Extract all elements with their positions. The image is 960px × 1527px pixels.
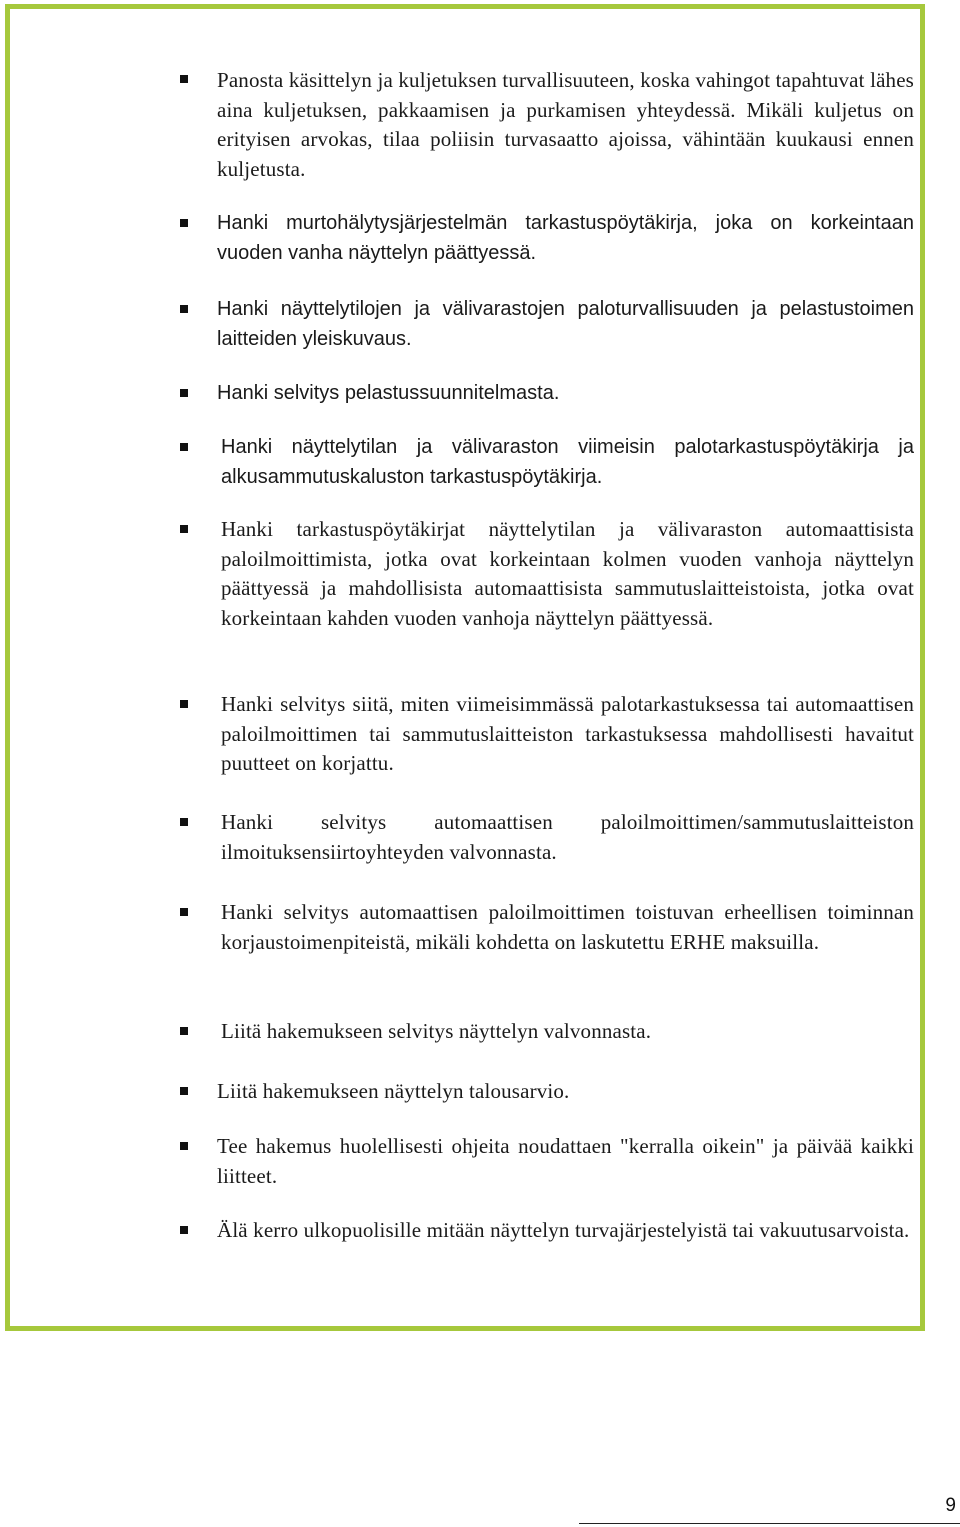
list-item-text: Liitä hakemukseen selvitys näyttelyn valvonnasta.: [221, 1019, 652, 1043]
square-bullet-icon: [180, 389, 188, 397]
square-bullet-icon: [180, 1027, 188, 1035]
square-bullet-icon: [180, 1226, 188, 1234]
square-bullet-icon: [180, 75, 188, 83]
list-item-text: Hanki näyttelytilojen ja välivarastojen paloturvallisuuden ja pelastustoimen laitteiden yleiskuvaus.: [217, 298, 914, 350]
list-item-text: Hanki selvitys pelastussuunnitelmasta.: [217, 382, 560, 404]
square-bullet-icon: [180, 1142, 188, 1150]
list-item-text: Hanki selvitys siitä, miten viimeisimmässä palotarkastuksessa tai automaattisen paloilmoittimen tai sammutuslaitteiston tarkastuksessa mahdollisesti havaitut puutteet on korjattu.: [221, 692, 914, 775]
list-item-text: Panosta käsittelyn ja kuljetuksen turvallisuuteen, koska vahingot tapahtuvat lähes aina kuljetuksen, pakkaamisen ja purkamisen yhteydessä. Mikäli kuljetus on erityisen arvokas, tilaa poliisin turvasaatto ajoissa, vähintään kuukausi ennen kuljetusta.: [217, 68, 914, 181]
footer-rule: [579, 1523, 960, 1524]
list-item-text: Älä kerro ulkopuolisille mitään näyttelyn turvajärjestelyistä tai vakuutusarvoista.: [217, 1218, 910, 1242]
list-item-text: Hanki selvitys automaattisen paloilmoittimen/sammutuslaitteiston ilmoituksensiirtoyhteyden valvonnasta.: [221, 810, 914, 864]
list-item-text: Liitä hakemukseen näyttelyn talousarvio.: [217, 1079, 570, 1103]
square-bullet-icon: [180, 1087, 188, 1095]
list-item-text: Hanki selvitys automaattisen paloilmoittimen toistuvan erheellisen toiminnan korjaustoimenpiteistä, mikäli kohdetta on laskutettu ERHE maksuilla.: [221, 900, 914, 954]
page-number: 9: [945, 1495, 956, 1516]
square-bullet-icon: [180, 908, 188, 916]
square-bullet-icon: [180, 219, 188, 227]
list-item-text: Tee hakemus huolellisesti ohjeita noudattaen "kerralla oikein" ja päivää kaikki liitteet.: [217, 1134, 914, 1188]
square-bullet-icon: [180, 305, 188, 313]
square-bullet-icon: [180, 818, 188, 826]
square-bullet-icon: [180, 700, 188, 708]
list-item-text: Hanki tarkastuspöytäkirjat näyttelytilan ja välivaraston automaattisista paloilmoittimista, jotka ovat korkeintaan kolmen vuoden vanhoja näyttelyn päättyessä ja mahdollisista automaattisista sammutuslaitteistoista, jotka ovat korkeintaan kahden vuoden vanhoja näyttelyn päättyessä.: [221, 517, 914, 630]
square-bullet-icon: [180, 443, 188, 451]
list-item-text: Hanki murtohälytysjärjestelmän tarkastuspöytäkirja, joka on korkeintaan vuoden vanha näyttelyn päättyessä.: [217, 212, 914, 264]
list-item-text: Hanki näyttelytilan ja välivaraston viimeisin palotarkastuspöytäkirja ja alkusammutuskaluston tarkastuspöytäkirja.: [221, 436, 914, 488]
square-bullet-icon: [180, 525, 188, 533]
